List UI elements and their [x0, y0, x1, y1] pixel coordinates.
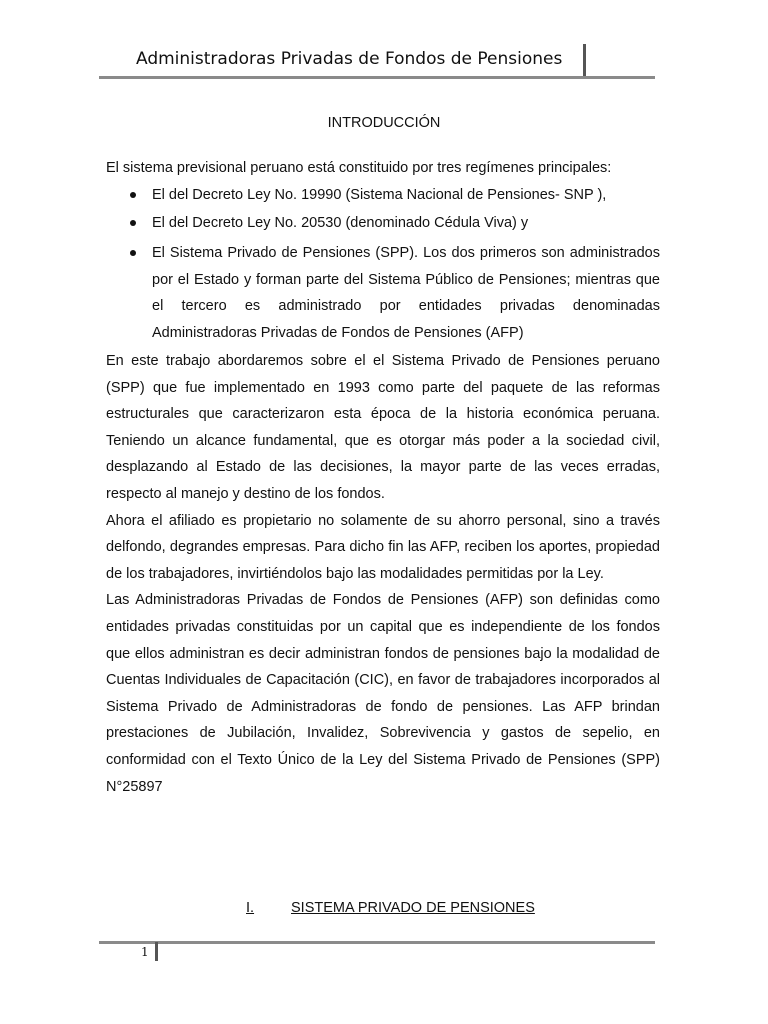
- list-item: [106, 240, 660, 346]
- section-title: SISTEMA PRIVADO DE PENSIONES: [291, 900, 535, 916]
- header-title: Administradoras Privadas de Fondos de Pensiones: [136, 49, 563, 69]
- paragraph: En este trabajo abordaremos sobre el el Sistema Privado de Pensiones peruano (SPP) que fue implementado en 1993 como parte del paquete de las reformas estructurales que caracterizaron esta época de la historia económica peruana. Teniendo un alcance fundamental, que es otorgar más poder a la sociedad civil, desplazando al Estado de las decisiones, la mayor parte de las veces erradas, respecto al manejo y destino de los fondos.: [106, 353, 660, 502]
- list-item-text: El del Decreto Ley No. 19990 (Sistema Nacional de Pensiones- SNP ),: [152, 187, 607, 203]
- bullet-icon: [130, 220, 136, 226]
- regimes-list: [106, 182, 660, 347]
- section-number: I.: [246, 900, 255, 916]
- list-item-text: El del Decreto Ley No. 20530 (denominado Cédula Viva) y: [152, 214, 529, 231]
- intro-heading: INTRODUCCIÓN: [327, 115, 441, 131]
- bullet-icon: [130, 192, 136, 198]
- paragraph: Ahora el afiliado es propietario no solamente de su ahorro personal, sino a través delfondo, degrandes empresas. Para dicho fin las AFP, reciben los aportes, propiedad de los trabajadores, invirtiéndolos bajo las modalidades permitidas por la Ley.: [106, 512, 660, 582]
- intro-lead: El sistema previsional peruano está constituido por tres regímenes principales:: [106, 160, 612, 176]
- footer-rule: [99, 941, 655, 944]
- bullet-icon: [130, 250, 136, 256]
- section-heading: [246, 900, 535, 916]
- footer-divider: [155, 942, 158, 961]
- header-divider: [583, 44, 586, 76]
- header-rule: [99, 76, 655, 79]
- page-number: 1: [141, 945, 149, 959]
- paragraph: Las Administradoras Privadas de Fondos de Pensiones (AFP) son definidas como entidades privadas constituidas por un capital que es independiente de los fondos que ellos administran es decir administran fondos de pensiones bajo la modalidad de Cuentas Individuales de Capacitación (CIC), en favor de trabajadores incorporados al Sistema Privado de Administradoras de fondo de pensiones. Las AFP brindan prestaciones de Jubilación, Invalidez, Sobrevivencia y gastos de sepelio, en conformidad con el Texto Único de la Ley del Sistema Privado de Pensiones (SPP) N°25897: [106, 592, 660, 795]
- list-item: [106, 182, 660, 209]
- list-item: [106, 210, 660, 237]
- body-paragraphs: [106, 348, 660, 800]
- list-item-text: El Sistema Privado de Pensiones (SPP). Los dos primeros son administrados por el Estado y forman parte del Sistema Público de Pensiones; mientras que el tercero es administrado por entidades privadas denominadas Administradoras Privadas de Fondos de Pensiones (AFP): [152, 245, 660, 341]
